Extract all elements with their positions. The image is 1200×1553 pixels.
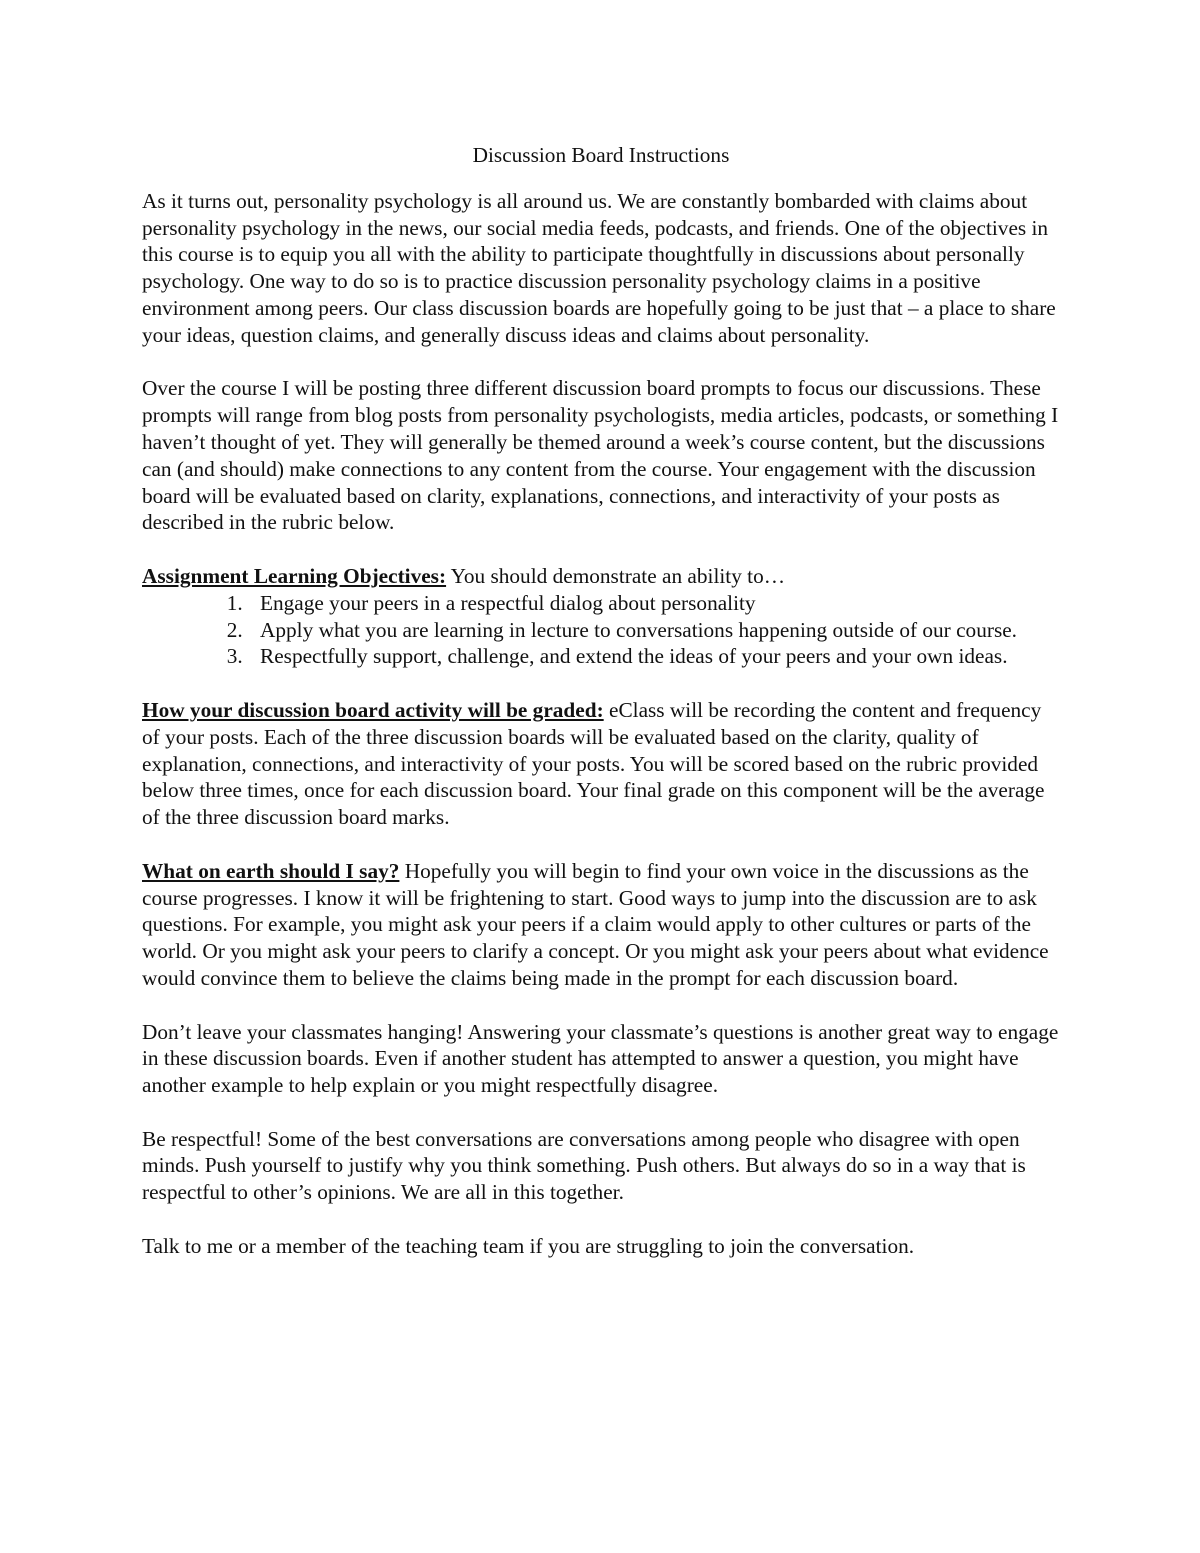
objectives-lead: You should demonstrate an ability to… (446, 563, 786, 588)
closing-paragraph: Talk to me or a member of the teaching team if you are struggling to join the conversation. (142, 1233, 915, 1258)
objective-item: 3. Respectfully support, challenge, and extend the ideas of your peers and your own ideas. (248, 643, 1060, 670)
document-title: Discussion Board Instructions (472, 143, 730, 167)
hanging-paragraph: Don’t leave your classmates hanging! Answering your classmate’s questions is another great way to engage in these discussion boards. Even if another student has attempted to answer a question, you might have another example to help explain or you might respectfully disagree. (142, 1019, 1059, 1098)
intro-paragraph: As it turns out, personality psychology is all around us. We are constantly bombarded with claims about personality psychology in the news, our social media feeds, podcasts, and friends. One of the objectives in this course is to equip you all with the ability to participate thoughtfully in discussions about personally psychology. One way to do so is to practice discussion personality psychology claims in a positive environment among peers. Our class discussion boards are hopefully going to be just that – a place to share your ideas, question claims, and generally discuss ideas and claims about personality. (142, 188, 1056, 347)
what-to-say-text: Hopefully you will begin to find your own voice in the discussions as the course progresses. I know it will be frightening to start. Good ways to jump into the discussion are to ask questions. For example, you might ask your peers if a claim would apply to other cultures or parts of the world. Or you might ask your peers to clarify a concept. Or you might ask your peers about what evidence would convince them to believe the claims being made in the prompt for each discussion board. (142, 858, 1049, 990)
objective-item: 2. Apply what you are learning in lecture to conversations happening outside of our course. (248, 617, 1060, 644)
respectful-paragraph: Be respectful! Some of the best conversations are conversations among people who disagree with open minds. Push yourself to justify why you think something. Push others. But always do so in a way that is respectful to other’s opinions. We are all in this together. (142, 1126, 1026, 1205)
objectives-intro (142, 563, 1060, 590)
course-paragraph: Over the course I will be posting three different discussion board prompts to focus our discussions. These prompts will range from blog posts from personality psychologists, media articles, podcasts, or something I haven’t thought of yet. They will generally be themed around a week’s course content, but the discussions can (and should) make connections to any content from the course. Your engagement with the discussion board will be evaluated based on clarity, explanations, connections, and interactivity of your posts as described in the rubric below. (142, 376, 1059, 535)
objectives-heading: Assignment Learning Objectives: (142, 563, 447, 588)
objective-item: 1. Engage your peers in a respectful dialog about personality (248, 590, 1060, 617)
grading-text: eClass will be recording the content and frequency of your posts. Each of the three discussion boards will be evaluated based on the clarity, quality of explanation, connections, and interactivity of your posts. You will be scored based on the rubric provided below three times, once for each discussion board. Your final grade on this component will be the average of the three discussion board marks. (142, 697, 1045, 830)
grading-paragraph (142, 697, 1060, 831)
grading-heading: How your discussion board activity will be graded: (142, 697, 604, 722)
what-to-say-paragraph (142, 858, 1060, 992)
objectives-list (142, 590, 1060, 670)
what-to-say-heading: What on earth should I say? (142, 858, 400, 883)
document-page (142, 142, 1060, 1286)
